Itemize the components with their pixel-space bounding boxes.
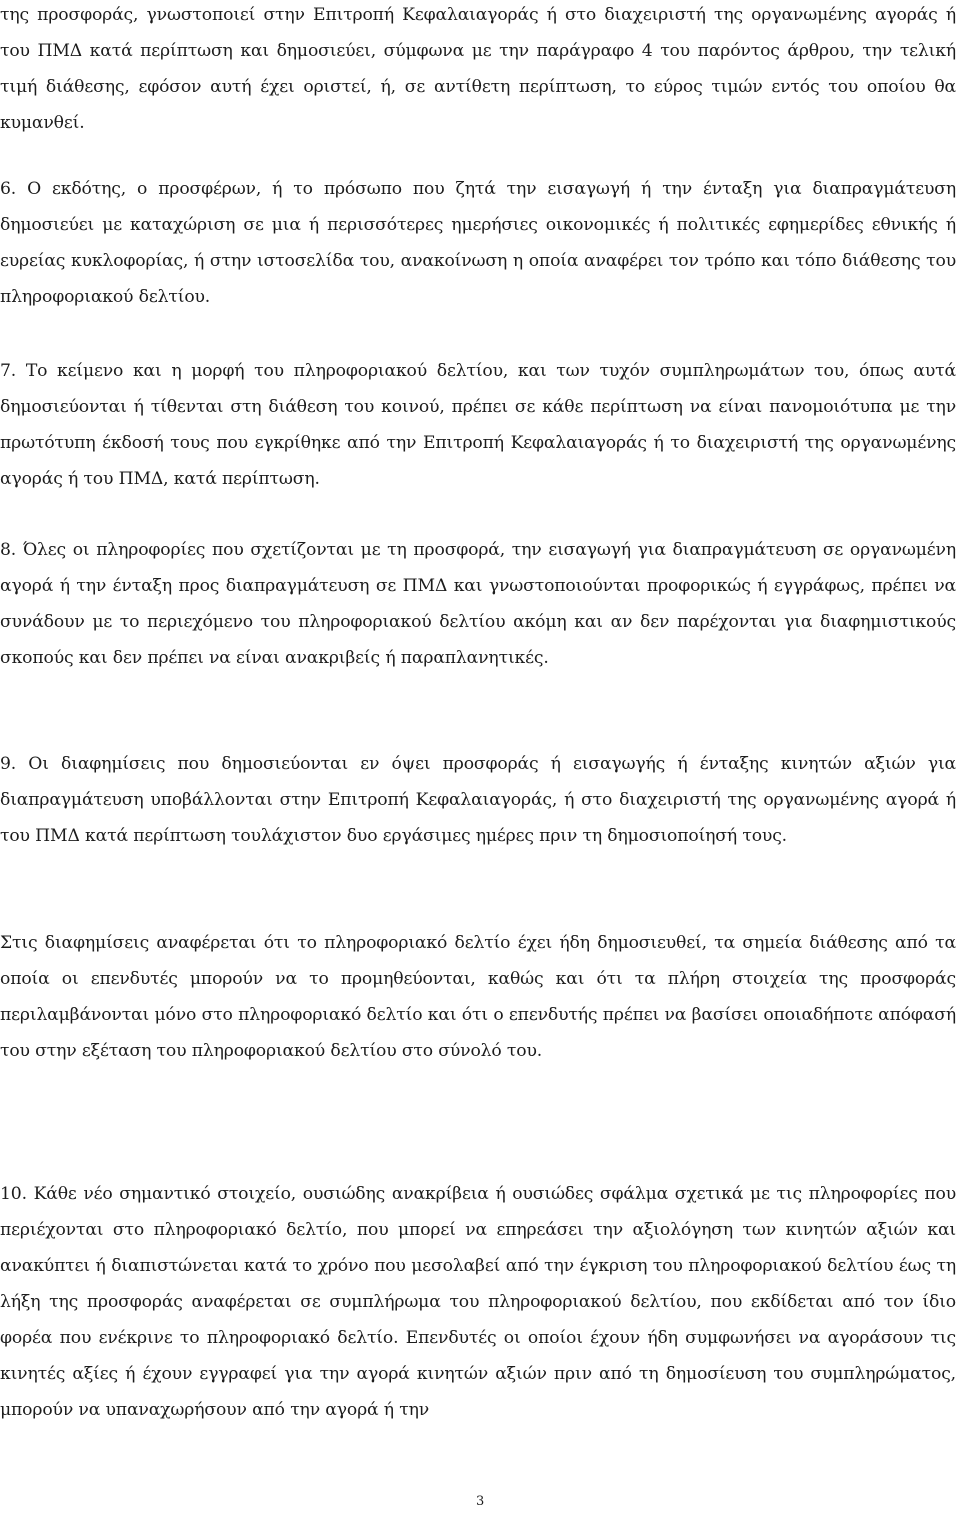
- paragraph-9: 9. Οι διαφημίσεις που δημοσιεύονται εν όψει προσφοράς ή εισαγωγής ή ένταξης κινητών αξιών για διαπραγμάτευση υποβάλλονται στην Επιτροπή Κεφαλαιαγοράς, ή στο διαχειριστή της οργανωμένης αγορά ή του ΠΜΔ κατά περίπτωση τουλάχιστον δυο εργάσιμες ημέρες πριν τη δημοσιοποίησή τους.: [0, 754, 956, 846]
- paragraph-10: 10. Κάθε νέο σημαντικό στοιχείο, ουσιώδης ανακρίβεια ή ουσιώδες σφάλμα σχετικά με τις πληροφορίες που περιέχονται στο πληροφοριακό δελτίο, που μπορεί να επηρεάσει την αξιολόγηση των κινητών αξιών και ανακύπτει ή διαπιστώνεται κατά το χρόνο που μεσολαβεί από την έγκριση του πληροφοριακού δελτίου έως τη λήξη της προσφοράς αναφέρεται σε συμπλήρωμα του πληροφοριακού δελτίου, που εκδίδεται από τον ίδιο φορέα που ενέκρινε το πληροφοριακό δελτίο. Επενδυτές οι οποίοι έχουν ήδη συμφωνήσει να αγοράσουν τις κινητές αξίες ή έχουν εγγραφεί για την αγορά κινητών αξιών πριν από τη δημοσίευση του συμπληρώματος, μπορούν να υπαναχωρήσουν από την αγορά ή την: [0, 1184, 956, 1420]
- paragraph-8: 8. Όλες οι πληροφορίες που σχετίζονται με τη προσφορά, την εισαγωγή για διαπραγμάτευση σε οργανωμένη αγορά ή την ένταξη προς διαπραγμάτευση σε ΠΜΔ και γνωστοποιούνται προφορικώς ή εγγράφως, πρέπει να συνάδουν με το περιεχόμενο του πληροφοριακού δελτίου ακόμη και αν δεν παρέχονται για διαφημιστικούς σκοπούς και δεν πρέπει να είναι ανακριβείς ή παραπλανητικές.: [0, 540, 956, 668]
- paragraph-7: 7. Το κείμενο και η μορφή του πληροφοριακού δελτίου, και των τυχόν συμπληρωμάτων του, όπως αυτά δημοσιεύονται ή τίθενται στη διάθεση του κοινού, πρέπει σε κάθε περίπτωση να είναι πανομοιότυπα με την πρωτότυπη έκδοσή τους που εγκρίθηκε από την Επιτροπή Κεφαλαιαγοράς ή το διαχειριστή της οργανωμένης αγοράς ή του ΠΜΔ, κατά περίπτωση.: [0, 361, 956, 489]
- paragraph-6: 6. Ο εκδότης, ο προσφέρων, ή το πρόσωπο που ζητά την εισαγωγή ή την ένταξη για διαπραγμάτευση δημοσιεύει με καταχώριση σε μια ή περισσότερες ημερήσιες οικονομικές ή πολιτικές εφημερίδες εθνικής ή ευρείας κυκλοφορίας, ή στην ιστοσελίδα του, ανακοίνωση η οποία αναφέρει τον τρόπο και τόπο διάθεσης του πληροφοριακού δελτίου.: [0, 179, 956, 307]
- paragraph-intro-continuation: της προσφοράς, γνωστοποιεί στην Επιτροπή Κεφαλαιαγοράς ή στο διαχειριστή της οργανωμένης αγοράς ή του ΠΜΔ κατά περίπτωση και δημοσιεύει, σύμφωνα με την παράγραφο 4 του παρόντος άρθρου, την τελική τιμή διάθεσης, εφόσον αυτή έχει οριστεί, ή, σε αντίθετη περίπτωση, το εύρος τιμών εντός του οποίου θα κυμανθεί.: [0, 5, 956, 133]
- paragraph-advertisements: Στις διαφημίσεις αναφέρεται ότι το πληροφοριακό δελτίο έχει ήδη δημοσιευθεί, τα σημεία διάθεσης από τα οποία οι επενδυτές μπορούν να το προμηθεύονται, καθώς και ότι τα πλήρη στοιχεία της προσφοράς περιλαμβάνονται μόνο στο πληροφοριακό δελτίο και ότι ο επενδυτής πρέπει να βασίσει οποιαδήποτε απόφασή του στην εξέταση του πληροφοριακού δελτίου στο σύνολό του.: [0, 933, 956, 1061]
- page-number: 3: [475, 1494, 485, 1509]
